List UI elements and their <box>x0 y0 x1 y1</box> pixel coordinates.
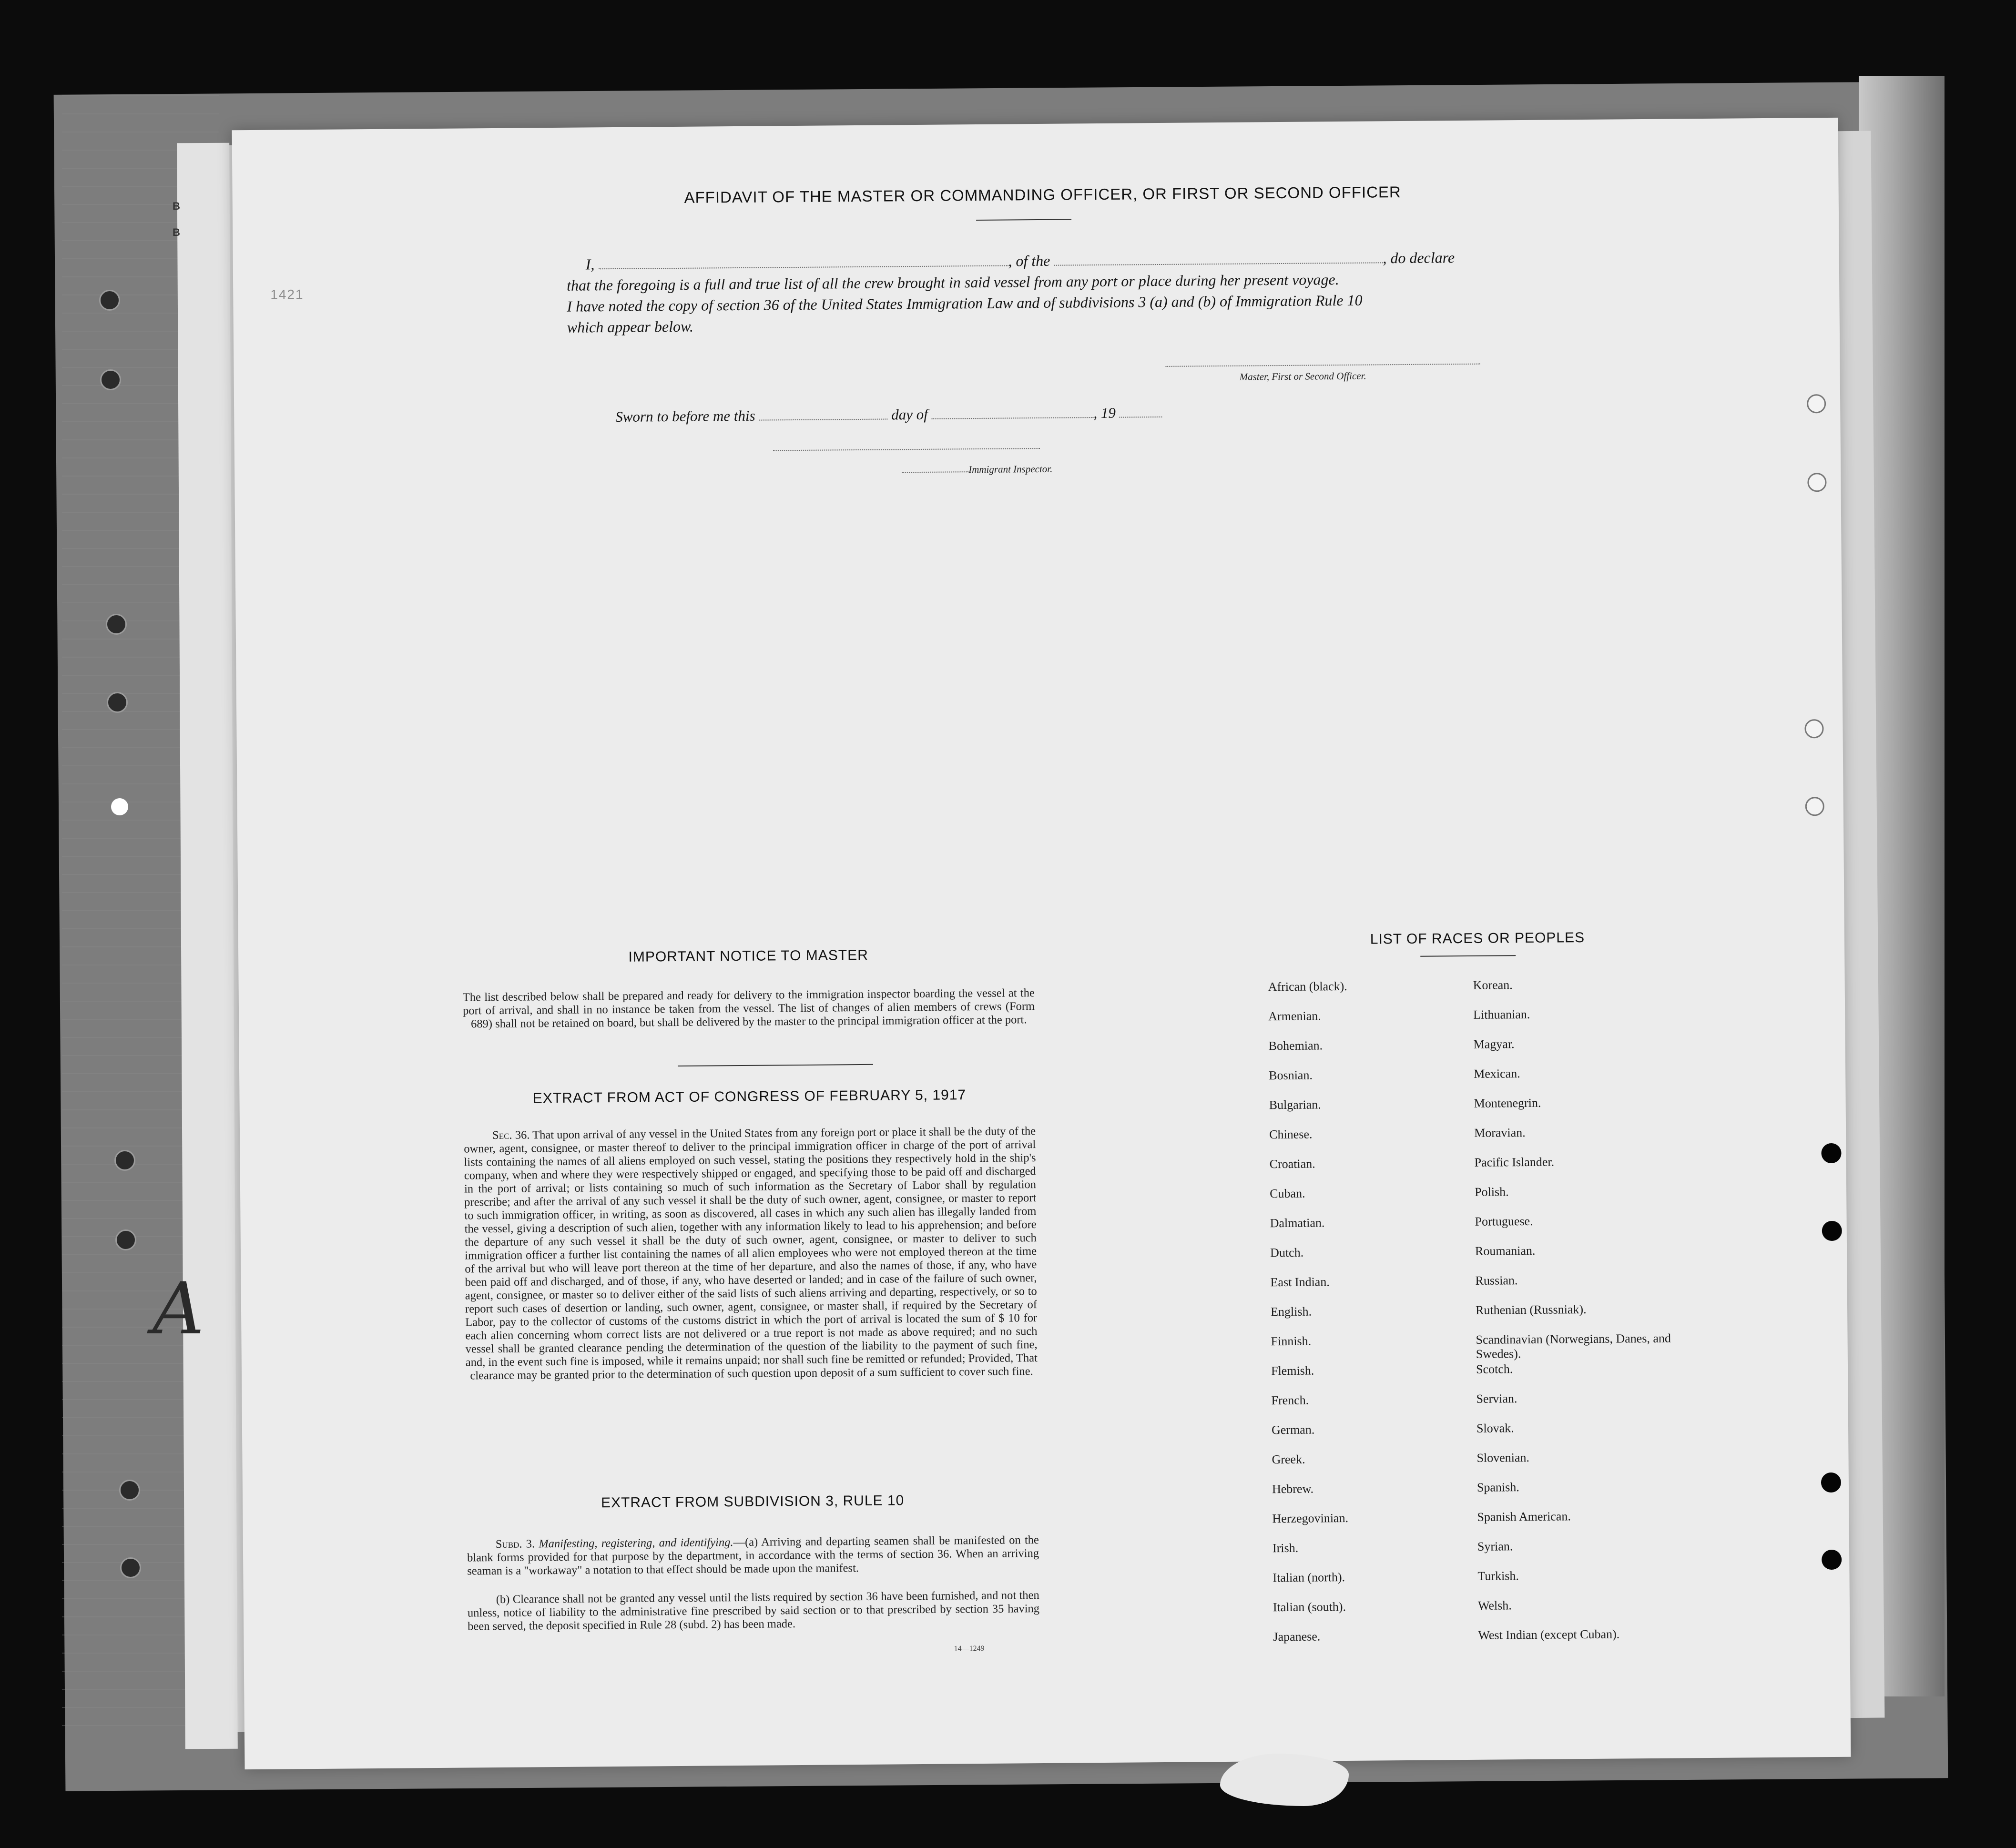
sworn-year: , 19 <box>1093 404 1116 422</box>
rule-extract-text-b: (b) Clearance shall not be granted any vessel until the lists required by section 36 have been furnished, and not then unless, notice of liability to the administrative fine prescribed by said section or to that prescribed by section 35 having been served, the deposit specified in Rule 28 (subd. 2) has been made. <box>467 1589 1040 1633</box>
binder-hole-icon <box>1822 1550 1842 1570</box>
act-extract-text <box>464 1125 1038 1382</box>
race-item: English. <box>1270 1304 1312 1319</box>
binder-hole-icon <box>119 1480 140 1501</box>
race-item: Scotch. <box>1476 1362 1513 1376</box>
affidavit-declaration <box>567 247 1463 338</box>
race-item: Finnish. <box>1271 1334 1312 1349</box>
race-item: Spanish. <box>1476 1480 1519 1494</box>
race-item: West Indian (except Cuban). <box>1478 1627 1620 1642</box>
binder-hole-icon <box>1807 394 1826 413</box>
rule-subd-label: Subd. 3. <box>495 1537 535 1551</box>
binder-hole-icon <box>106 614 127 635</box>
act-section-label: Sec. 36. <box>492 1128 530 1142</box>
race-item: Hebrew. <box>1272 1482 1314 1496</box>
race-item: Russian. <box>1475 1273 1518 1288</box>
race-item: Irish. <box>1272 1541 1299 1555</box>
declaration-do-declare: , do declare <box>1383 249 1455 267</box>
race-item: Dalmatian. <box>1270 1216 1325 1230</box>
stamp-mark: 1421 <box>270 287 304 302</box>
race-item: Polish. <box>1475 1185 1509 1199</box>
rule-extract-heading: EXTRACT FROM SUBDIVISION 3, RULE 10 <box>601 1493 905 1511</box>
sworn-month-blank <box>931 405 1093 419</box>
race-item: German. <box>1271 1422 1315 1437</box>
race-item: Dutch. <box>1270 1245 1304 1260</box>
sworn-prefix: Sworn to before me this <box>615 407 755 425</box>
binder-hole-icon <box>115 1229 136 1250</box>
form-number: 14—1249 <box>954 1644 985 1653</box>
title-underline <box>976 219 1071 221</box>
torn-paper-icon <box>1220 1754 1349 1806</box>
act-extract-heading: EXTRACT FROM ACT OF CONGRESS OF FEBRUARY 5, 1917 <box>532 1087 967 1107</box>
race-item: Mexican. <box>1474 1066 1520 1081</box>
binder-hole-icon <box>1807 473 1826 492</box>
master-signature-line <box>1165 364 1480 367</box>
race-item: Spanish American. <box>1477 1509 1571 1524</box>
race-item: Herzegovinian. <box>1272 1511 1349 1526</box>
declaration-line-3: I have noted the copy of section 36 of the United States Immigration Law and of subdivisions 3 (a) and (b) of Immigration Rule 10 <box>567 291 1363 315</box>
race-item: Cuban. <box>1270 1186 1305 1201</box>
race-item: Moravian. <box>1474 1126 1526 1140</box>
binder-hole-icon <box>120 1557 141 1578</box>
binder-hole-icon <box>114 1150 135 1171</box>
sworn-day-of: day of <box>891 406 928 423</box>
race-item: Korean. <box>1473 978 1513 992</box>
form-sheet <box>232 118 1851 1769</box>
sworn-day-blank <box>759 406 887 421</box>
binder-hole-icon <box>1821 1143 1841 1163</box>
race-item: Magyar. <box>1473 1037 1515 1051</box>
race-item: Slovak. <box>1476 1421 1514 1435</box>
binder-hole-icon <box>99 290 120 311</box>
notice-divider <box>678 1064 873 1066</box>
race-item: Bohemian. <box>1268 1038 1323 1053</box>
race-item: Italian (north). <box>1273 1570 1345 1585</box>
rule-extract-text-a <box>467 1533 1039 1578</box>
declaration-prefix: I, <box>585 255 595 273</box>
race-item: Japanese. <box>1273 1629 1321 1644</box>
race-item: Montenegrin. <box>1474 1096 1541 1110</box>
race-item: Greek. <box>1272 1452 1305 1467</box>
important-notice-text: The list described below shall be prepared and ready for delivery to the immigration inspector boarding the vessel at the port of arrival, and shall in no instance be taken from the vessel. The list of changes of alien members of crews (Form 689) shall not be retained on board, but shall be delivered by the master to the principal immigration officer at the port. <box>462 986 1035 1031</box>
race-item: Italian (south). <box>1273 1600 1346 1614</box>
races-heading: LIST OF RACES OR PEOPLES <box>1370 930 1585 947</box>
ink-mark: A <box>153 1268 204 1350</box>
race-item: French. <box>1271 1393 1309 1408</box>
races-column-2 <box>1473 976 1698 1658</box>
declaration-of-the: , of the <box>1008 252 1050 270</box>
declaration-line-4: which appear below. <box>567 317 694 336</box>
race-item: Chinese. <box>1269 1127 1313 1142</box>
inspector-short-line <box>902 471 968 473</box>
races-column-1 <box>1268 978 1474 1659</box>
rule-subd-title: Manifesting, registering, and identifying. <box>539 1536 733 1551</box>
important-notice-heading: IMPORTANT NOTICE TO MASTER <box>628 947 868 965</box>
rule-text-a: —(a) Arriving and departing seamen shall be manifested on the blank forms provided for that purpose by the department, in accordance with the terms of section 36. When an arriving seaman is a "workaway" a notation to that effect should be made upon the manifest. <box>467 1533 1039 1578</box>
sworn-row <box>615 403 1283 426</box>
vessel-blank <box>1054 250 1383 265</box>
race-item: African (black). <box>1268 979 1347 994</box>
race-item: Slovenian. <box>1476 1450 1530 1465</box>
inspector-signature-line <box>773 448 1040 451</box>
sworn-year-blank <box>1120 404 1162 418</box>
race-item: Pacific Islander. <box>1474 1155 1555 1169</box>
race-item: Turkish. <box>1477 1569 1519 1583</box>
race-item: Roumanian. <box>1475 1243 1536 1258</box>
race-item: Welsh. <box>1477 1598 1512 1613</box>
race-item: Scandinavian (Norwegians, Danes, and Swedes). <box>1476 1331 1671 1361</box>
binder-hole-icon <box>111 798 128 815</box>
race-item: Servian. <box>1476 1391 1517 1406</box>
race-item: East Indian. <box>1270 1275 1330 1290</box>
race-item: Croatian. <box>1269 1157 1315 1171</box>
race-item: Syrian. <box>1477 1539 1513 1554</box>
binder-hole-icon <box>1821 1472 1841 1493</box>
binder-hole-icon <box>1805 797 1824 816</box>
inspector-caption: Immigrant Inspector. <box>968 463 1053 476</box>
affidavit-title: AFFIDAVIT OF THE MASTER OR COMMANDING OFFICER, OR FIRST OR SECOND OFFICER <box>684 183 1401 206</box>
race-item: Lithuanian. <box>1473 1007 1530 1022</box>
race-item: Bosnian. <box>1269 1068 1313 1083</box>
races-underline <box>1420 955 1516 957</box>
binder-hole-icon <box>100 369 121 390</box>
race-item: Bulgarian. <box>1269 1097 1321 1112</box>
race-item: Flemish. <box>1271 1363 1314 1378</box>
declaration-line-2: that the foregoing is a full and true list of all the crew brought in said vessel from any port or place during her present voyage. <box>566 271 1339 294</box>
stub-text: B <box>173 226 180 238</box>
name-blank <box>598 253 1008 270</box>
under-sheet-left-edge <box>177 143 238 1749</box>
master-caption: Master, First or Second Officer. <box>1239 370 1366 383</box>
race-item: Portuguese. <box>1475 1214 1533 1229</box>
race-item: Armenian. <box>1268 1009 1321 1024</box>
act-section-text: That upon arrival of any vessel in the United States from any foreign port or place it shall be the duty of the owner, agent, consignee, or master thereof to deliver to the principal immigration officer in charge of the port of arrival lists containing the names of all aliens employed on such vessel, stating the positions they respectively hold in the ship's company, when and where they were respectively shipped or engaged, and specifying those to be paid off and discharged in the port of arrival; or lists containing so much of such information as the Secretary of Labor shall by regulation prescribe; and after the arrival of any such vessel it shall be the duty of such owner, agent, consignee, or master to report to such immigration officer, in writing, as soon as discovered, all cases in which any such alien has illegally landed from the vessel, giving a description of such alien, together with any information likely to lead to his apprehension; and before the departure of any such vessel it shall be the duty of such owner, agent, consignee, or master to deliver to such immigration officer a further list containing the names of all alien employees who were not employed thereon at the time of the arrival but who will leave port thereon at the time of her departure, and also the names of those, if any, who have been paid off and discharged, and of those, if any, who have deserted or landed; and in case of the failure of such owner, agent, consignee, or master so to deliver either of the said lists of such aliens arriving and departing, respectively, or so to report such cases of desertion or landing, such owner, agent, consignee, or master shall, if required by the Secretary of Labor, pay to the collector of customs of the customs district in which the port of arrival is located the sum of $ 10 for each alien concerning whom correct lists are not delivered or a true report is not made as above required; and no such vessel shall be granted clearance pending the determination of the question of the liability to the payment of such fine, and, in the event such fine is imposed, while it remains unpaid; nor shall such fine be remitted or refunded; Provided, That clearance may be granted prior to the determination of such question upon deposit of a sum sufficient to cover such fine. <box>464 1125 1038 1382</box>
binder-hole-icon <box>1804 719 1823 738</box>
binder-hole-icon <box>1822 1221 1842 1241</box>
stub-text: B <box>173 200 180 212</box>
race-item: Ruthenian (Russniak). <box>1475 1302 1587 1317</box>
binder-hole-icon <box>107 692 128 713</box>
